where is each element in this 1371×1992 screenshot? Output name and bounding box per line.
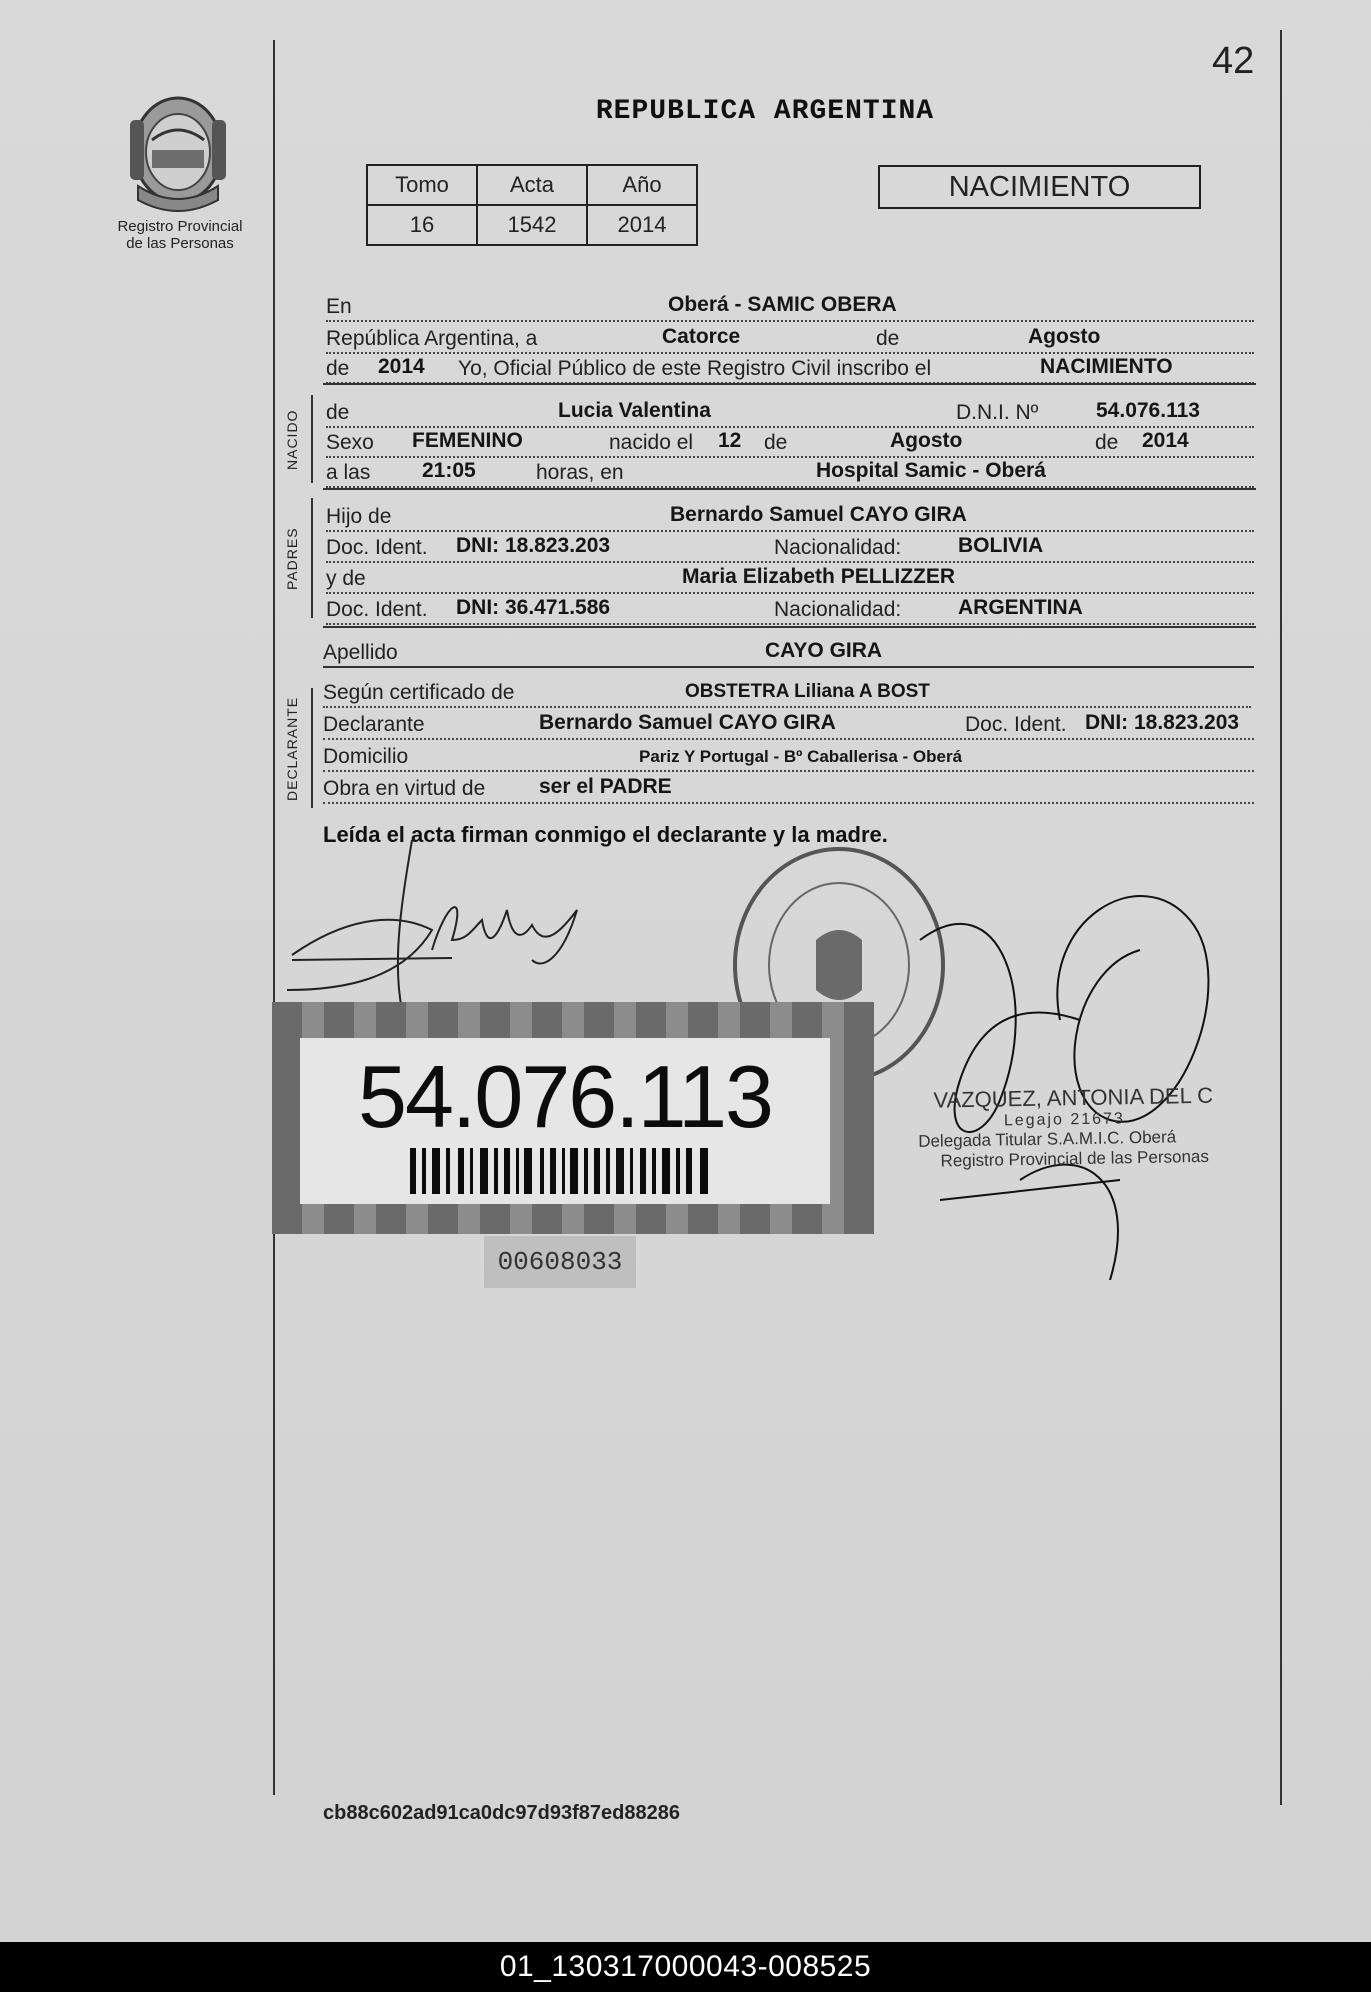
month-value: Agosto <box>1028 325 1101 348</box>
father-doc-value: DNI: 18.823.203 <box>456 534 611 557</box>
y-de-label: y de <box>326 567 366 590</box>
document-hash: cb88c602ad91ca0dc97d93f87ed88286 <box>323 1802 680 1824</box>
dni-sticker <box>272 1002 874 1234</box>
line-obra <box>323 772 1254 804</box>
obra-label: Obra en virtud de <box>323 777 486 800</box>
de-label: de <box>876 327 900 350</box>
separator-3 <box>323 626 1256 628</box>
padres-bar <box>311 498 313 618</box>
birth-year-value: 2014 <box>1142 429 1189 452</box>
separator-1 <box>323 383 1256 385</box>
record-type-box: NACIMIENTO <box>878 165 1201 209</box>
birth-day-value: 12 <box>718 429 742 452</box>
province-emblem-icon <box>122 90 234 215</box>
dni-label: D.N.I. Nº <box>956 401 1039 424</box>
certificado-value: OBSTETRA Liliana A BOST <box>685 681 930 702</box>
declarante-section-label: DECLARANTE <box>284 696 300 802</box>
de-year-label: de <box>326 357 350 380</box>
declarante-name-value: Bernardo Samuel CAYO GIRA <box>539 711 836 734</box>
place-value: Oberá - SAMIC OBERA <box>668 293 897 316</box>
line-certificado <box>323 676 1251 708</box>
registry-name <box>100 218 260 252</box>
nacido-el-label: nacido el <box>609 431 694 454</box>
official-role: Delegada Titular S.A.M.I.C. Oberá <box>918 1127 1177 1151</box>
hijo-de-label: Hijo de <box>326 505 392 528</box>
child-name-value: Lucia Valentina <box>558 399 711 422</box>
closing-statement: Leída el acta firman conmigo el declarante y la madre. <box>323 822 888 847</box>
nacido-section-label: NACIDO <box>284 409 300 471</box>
acta-value: 1542 <box>477 205 587 245</box>
tomo-header: Tomo <box>367 165 477 205</box>
left-margin-line <box>273 40 275 1795</box>
sexo-label: Sexo <box>326 431 374 454</box>
dni-sticker-label <box>300 1038 830 1204</box>
acta-header: Acta <box>477 165 587 205</box>
official-name: VAZQUEZ, ANTONIA DEL C <box>933 1082 1214 1113</box>
nacido-bar <box>311 395 313 483</box>
horas-label: horas, en <box>536 461 624 484</box>
father-doc-label: Doc. Ident. <box>326 536 428 559</box>
en-label: En <box>326 295 352 318</box>
official-signature <box>880 880 1280 1280</box>
mother-doc-value: DNI: 36.471.586 <box>456 596 611 619</box>
line-hora <box>326 456 1254 488</box>
obra-value: ser el PADRE <box>539 775 672 798</box>
padres-section-label: PADRES <box>284 527 300 591</box>
line-domicilio <box>323 740 1254 772</box>
declarante-doc-value: DNI: 18.823.203 <box>1085 711 1240 734</box>
anio-header: Año <box>587 165 697 205</box>
republica-label: República Argentina, a <box>326 327 538 350</box>
domicilio-label: Domicilio <box>323 745 409 768</box>
mother-name-value: Maria Elizabeth PELLIZZER <box>682 565 956 588</box>
registry-name-line1: Registro Provincial <box>117 218 243 235</box>
apellido-value: CAYO GIRA <box>765 639 883 662</box>
dni-sticker-number: 54.076.113 <box>358 1047 772 1146</box>
line-yo <box>326 352 1254 384</box>
line-republica <box>326 322 1254 354</box>
inscribed-value: NACIMIENTO <box>1040 355 1173 378</box>
year-value: 2014 <box>378 355 425 378</box>
mother-nat-value: ARGENTINA <box>958 596 1083 619</box>
anio-value: 2014 <box>587 205 697 245</box>
child-dni-value: 54.076.113 <box>1096 399 1200 422</box>
line-y-de <box>326 562 1254 594</box>
line-hijo-de <box>326 500 1254 532</box>
registry-name-line2: de las Personas <box>126 235 234 252</box>
official-registry: Registro Provincial de las Personas <box>940 1146 1210 1171</box>
page-number: 42 <box>1212 40 1255 82</box>
birth-month-value: Agosto <box>890 429 963 452</box>
official-legajo: Legajo 21673 <box>1003 1110 1125 1130</box>
line-nacido-name <box>326 396 1254 428</box>
footer-id: 01_130317000043-008525 <box>0 1942 1371 1992</box>
separator-2 <box>323 488 1256 490</box>
line-declarante <box>323 708 1254 740</box>
mother-nat-label: Nacionalidad: <box>774 598 902 621</box>
sexo-value: FEMENINO <box>412 429 523 452</box>
line-mother-doc <box>326 593 1254 625</box>
domicilio-value: Pariz Y Portugal - Bº Caballerisa - Oberá <box>639 747 963 766</box>
line-en <box>326 290 1254 322</box>
official-stamp <box>917 1082 1248 1172</box>
de-name-label: de <box>326 401 350 424</box>
de-year2-label: de <box>1095 431 1119 454</box>
declarante-label: Declarante <box>323 713 425 736</box>
a-las-label: a las <box>326 461 371 484</box>
tomo-value: 16 <box>367 205 477 245</box>
line-sexo <box>326 426 1254 458</box>
line-father-doc <box>326 531 1254 563</box>
tomo-acta-anio-table <box>366 164 698 246</box>
mother-doc-label: Doc. Ident. <box>326 598 428 621</box>
mother-signature <box>282 840 612 1020</box>
right-margin-line <box>1280 30 1282 1805</box>
certificado-label: Según certificado de <box>323 681 515 704</box>
yo-text: Yo, Oficial Público de este Registro Civil inscribo el <box>458 357 932 380</box>
father-nat-value: BOLIVIA <box>958 534 1044 557</box>
father-nat-label: Nacionalidad: <box>774 536 902 559</box>
barcode-icon <box>410 1148 710 1194</box>
control-number: 00608033 <box>484 1236 636 1288</box>
day-words-value: Catorce <box>662 325 741 348</box>
declarante-bar <box>311 688 313 808</box>
de-month-label: de <box>764 431 788 454</box>
father-name-value: Bernardo Samuel CAYO GIRA <box>670 503 967 526</box>
declarante-doc-label: Doc. Ident. <box>965 713 1067 736</box>
page-title: REPUBLICA ARGENTINA <box>595 96 935 127</box>
time-value: 21:05 <box>422 459 476 482</box>
apellido-label: Apellido <box>323 641 398 664</box>
birth-place-value: Hospital Samic - Oberá <box>816 459 1046 482</box>
line-apellido <box>323 636 1254 668</box>
